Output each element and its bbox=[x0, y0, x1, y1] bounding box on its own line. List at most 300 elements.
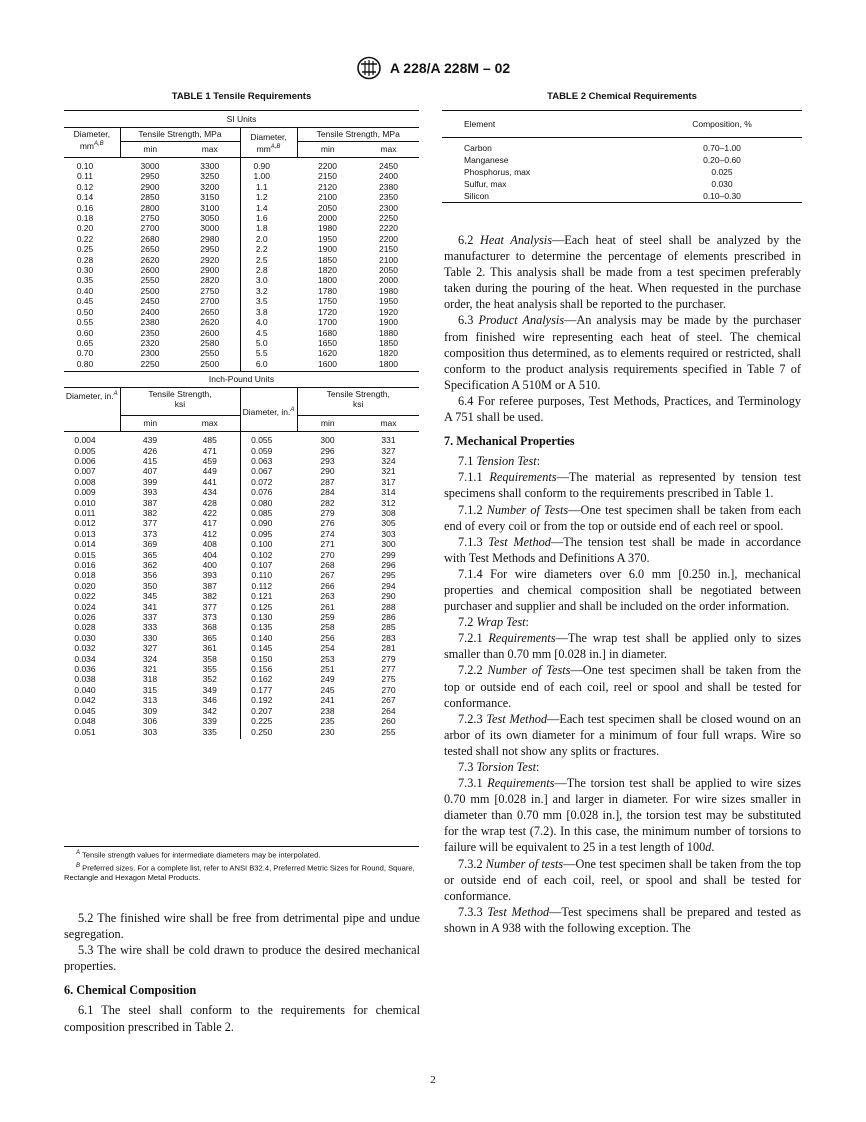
ip-cell: 0.040 bbox=[74, 684, 96, 695]
si-cell: 1980 bbox=[318, 223, 337, 234]
si-cell: 2000 bbox=[318, 213, 337, 224]
ip-cell: 0.048 bbox=[74, 716, 96, 727]
ip-row bbox=[64, 529, 419, 539]
si-cell: 2750 bbox=[180, 286, 240, 296]
si-cell: 2380 bbox=[379, 181, 398, 192]
si-cell: 6.0 bbox=[255, 358, 268, 369]
ip-cell: 339 bbox=[180, 716, 240, 726]
max-header: max bbox=[180, 142, 240, 158]
diameter-in-header: Diameter, in.$^A$ bbox=[64, 388, 120, 432]
ip-cell: 0.011 bbox=[74, 507, 96, 518]
chem-row bbox=[442, 138, 802, 155]
ip-cell: 0.010 bbox=[74, 497, 96, 508]
si-cell: 2620 bbox=[180, 317, 240, 327]
ip-cell: 306 bbox=[142, 716, 158, 727]
composition-cell: 0.20–0.60 bbox=[703, 155, 741, 165]
si-cell: 1700 bbox=[318, 317, 337, 328]
ip-cell: 299 bbox=[381, 549, 396, 560]
si-cell: 2700 bbox=[180, 296, 240, 306]
tensile-ksi-header-2: Tensile Strength, ksi bbox=[326, 389, 390, 410]
ip-cell: 0.225 bbox=[251, 716, 273, 727]
ip-cell: 399 bbox=[142, 476, 158, 487]
si-cell: 2500 bbox=[140, 285, 160, 296]
ip-cell: 245 bbox=[320, 684, 335, 695]
ip-cell: 296 bbox=[320, 445, 335, 456]
si-row bbox=[64, 244, 419, 254]
min-header-3: min bbox=[120, 416, 180, 432]
si-cell: 2220 bbox=[379, 223, 398, 234]
ip-cell: 309 bbox=[142, 705, 158, 716]
composition-cell: 0.10–0.30 bbox=[703, 191, 741, 201]
ip-cell: 0.177 bbox=[251, 684, 273, 695]
ip-cell: 256 bbox=[320, 632, 335, 643]
ip-cell: 356 bbox=[142, 570, 158, 581]
si-cell: 3000 bbox=[140, 161, 160, 171]
ip-cell: 0.005 bbox=[74, 445, 96, 456]
si-row bbox=[64, 338, 419, 348]
ip-row bbox=[64, 695, 419, 705]
ip-cell: 294 bbox=[381, 580, 396, 591]
ip-cell: 417 bbox=[180, 518, 240, 528]
ip-cell: 251 bbox=[320, 664, 335, 675]
si-cell: 1900 bbox=[379, 317, 398, 328]
ip-cell: 393 bbox=[142, 487, 158, 498]
si-cell: 1.6 bbox=[255, 213, 268, 224]
si-cell: 2350 bbox=[140, 327, 160, 338]
ip-cell: 0.250 bbox=[251, 726, 273, 737]
si-cell: 1720 bbox=[318, 306, 337, 317]
ip-cell: 303 bbox=[142, 726, 158, 737]
para-7-2-3: 7.2.3 Test Method—Each test specimen shall be closed wound on an arbor of its own diameter for a minimum of four full wraps. Wire so tested shall not show any splits or fractures. bbox=[444, 711, 801, 758]
ip-row bbox=[64, 432, 419, 446]
ip-cell: 259 bbox=[320, 612, 335, 623]
ip-row bbox=[64, 487, 419, 497]
ip-cell: 0.014 bbox=[74, 539, 96, 550]
ip-cell: 335 bbox=[180, 727, 240, 739]
ip-cell: 267 bbox=[320, 570, 335, 581]
ip-cell: 0.207 bbox=[251, 705, 273, 716]
si-cell: 2200 bbox=[379, 233, 398, 244]
si-cell: 2.2 bbox=[255, 244, 268, 255]
ip-cell: 288 bbox=[381, 601, 396, 612]
si-cell: 3.8 bbox=[255, 306, 268, 317]
ip-cell: 0.090 bbox=[251, 518, 273, 529]
chemical-requirements-table bbox=[442, 110, 802, 207]
si-cell: 3000 bbox=[180, 223, 240, 233]
para-7-1-3: 7.1.3 Test Method—The tension test shall be made in accordance with Test Methods and Definitions A 370. bbox=[444, 534, 801, 565]
si-cell: 2600 bbox=[180, 328, 240, 338]
ip-cell: 268 bbox=[320, 560, 335, 570]
para-7-2: 7.2 Wrap Test: bbox=[458, 615, 529, 630]
ip-cell: 271 bbox=[320, 539, 335, 550]
si-cell: 2150 bbox=[379, 244, 398, 255]
composition-cell: 0.70–1.00 bbox=[703, 143, 741, 153]
para-6-3: 6.3 Product Analysis—An analysis may be made by the purchaser from finished wire representing each heat of steel. The chemical composition thus determined, as to elements required or restricted, shall conform to the product analysis requirements specified in Table 7 of Specification A 510M or A 510. bbox=[444, 313, 801, 392]
si-cell: 0.20 bbox=[76, 223, 94, 234]
ip-cell: 254 bbox=[320, 643, 335, 654]
si-cell: 2950 bbox=[180, 244, 240, 254]
ip-cell: 0.024 bbox=[74, 601, 96, 612]
si-cell: 3.2 bbox=[255, 285, 268, 296]
ip-cell: 0.145 bbox=[251, 643, 273, 654]
ip-row bbox=[64, 706, 419, 716]
ip-cell: 382 bbox=[180, 591, 240, 601]
ip-cell: 267 bbox=[381, 695, 396, 706]
si-cell: 1950 bbox=[379, 296, 398, 307]
si-row bbox=[64, 171, 419, 181]
si-cell: 2000 bbox=[379, 275, 398, 286]
para-6-2: 6.2 Heat Analysis—Each heat of steel shall be analyzed by the manufacturer to determine the percentage of elements prescribed in Table 2. This analysis shall be made from a test specimen preferably taken during the pouring of the heat. When requested in the purchase order, the heat analysis shall be reported to the purchaser. bbox=[444, 233, 801, 312]
ip-row bbox=[64, 508, 419, 518]
ip-cell: 0.051 bbox=[74, 726, 96, 737]
ip-cell: 263 bbox=[320, 591, 335, 602]
si-row bbox=[64, 158, 419, 172]
ip-row bbox=[64, 674, 419, 684]
ip-cell: 296 bbox=[381, 560, 396, 570]
ip-row bbox=[64, 643, 419, 653]
ip-cell: 0.030 bbox=[74, 632, 96, 643]
document-header bbox=[0, 56, 866, 80]
ip-cell: 312 bbox=[381, 497, 396, 508]
si-row bbox=[64, 359, 419, 372]
composition-cell: 0.025 bbox=[711, 167, 733, 177]
ip-cell: 0.022 bbox=[74, 591, 96, 602]
ip-cell: 308 bbox=[381, 507, 396, 518]
si-cell: 0.18 bbox=[76, 213, 94, 224]
ip-row bbox=[64, 664, 419, 674]
ip-cell: 362 bbox=[142, 560, 158, 570]
ip-cell: 270 bbox=[320, 549, 335, 560]
ip-cell: 0.008 bbox=[74, 476, 96, 487]
si-cell: 1.4 bbox=[255, 202, 268, 213]
si-cell: 3.0 bbox=[255, 275, 268, 286]
para-6-1: 6.1 The steel shall conform to the requirements for chemical composition prescribed in Table 2. bbox=[64, 1003, 420, 1034]
ip-row bbox=[64, 477, 419, 487]
si-cell: 1.2 bbox=[255, 192, 268, 203]
si-cell: 5.0 bbox=[255, 337, 268, 348]
ip-cell: 330 bbox=[142, 632, 158, 643]
si-cell: 1980 bbox=[379, 285, 398, 296]
ip-cell: 279 bbox=[381, 653, 396, 664]
ip-cell: 274 bbox=[320, 528, 335, 539]
ip-row bbox=[64, 570, 419, 580]
ip-cell: 327 bbox=[142, 643, 158, 654]
element-cell: Manganese bbox=[464, 155, 509, 165]
para-5-3: 5.3 The wire shall be cold drawn to produce the desired mechanical properties. bbox=[64, 943, 420, 974]
si-cell: 2980 bbox=[180, 234, 240, 244]
ip-cell: 0.110 bbox=[251, 570, 273, 581]
si-cell: 2700 bbox=[140, 223, 160, 234]
si-cell: 1950 bbox=[318, 233, 337, 244]
ip-cell: 0.007 bbox=[74, 466, 96, 477]
diameter-mm-header-2: Diameter, $mm^{A,B}$ bbox=[240, 128, 297, 158]
ip-row bbox=[64, 716, 419, 726]
si-cell: 3150 bbox=[180, 192, 240, 202]
para-7-2-2: 7.2.2 Number of Tests—One test specimen shall be taken from the top or outside end of each coil, reel or spool and shall be tested for conformance. bbox=[444, 663, 801, 710]
si-cell: 2320 bbox=[140, 337, 160, 348]
si-cell: 1800 bbox=[379, 358, 398, 369]
ip-cell: 0.045 bbox=[74, 705, 96, 716]
ip-cell: 238 bbox=[320, 705, 335, 716]
tensile-mpa-header-2: Tensile Strength, MPa bbox=[297, 128, 419, 142]
ip-cell: 270 bbox=[381, 684, 396, 695]
si-cell: 1920 bbox=[379, 306, 398, 317]
min-header-4: min bbox=[297, 416, 358, 432]
ip-cell: 279 bbox=[320, 507, 335, 518]
ip-cell: 258 bbox=[320, 622, 335, 633]
si-row bbox=[64, 307, 419, 317]
ip-row bbox=[64, 602, 419, 612]
para-7-3-2: 7.3.2 Number of tests—One test specimen shall be taken from the top or outside end of each coil, reel, or spool and shall be tested for conformance. bbox=[444, 856, 801, 903]
designation: A 228/A 228M – 02 bbox=[389, 60, 511, 76]
si-cell: 1680 bbox=[318, 327, 337, 338]
ip-cell: 404 bbox=[180, 550, 240, 560]
ip-row bbox=[64, 622, 419, 632]
ip-cell: 317 bbox=[381, 476, 396, 487]
si-cell: 2400 bbox=[140, 306, 160, 317]
ip-cell: 459 bbox=[180, 456, 240, 466]
section-6-heading: 6. Chemical Composition bbox=[64, 983, 197, 998]
ip-cell: 0.042 bbox=[74, 695, 96, 706]
si-cell: 2250 bbox=[140, 358, 160, 369]
si-cell: 3100 bbox=[180, 203, 240, 213]
ip-cell: 407 bbox=[142, 466, 158, 477]
si-cell: 1820 bbox=[318, 265, 337, 276]
ip-row bbox=[64, 498, 419, 508]
ip-row bbox=[64, 550, 419, 560]
ip-cell: 331 bbox=[381, 435, 396, 446]
ip-cell: 300 bbox=[320, 435, 335, 446]
si-cell: 5.5 bbox=[255, 348, 268, 359]
para-7-3-3: 7.3.3 Test Method—Test specimens shall be prepared and tested as shown in A 938 with the following exception. The bbox=[444, 904, 802, 935]
si-cell: 0.40 bbox=[76, 285, 94, 296]
para-7-2-1: 7.2.1 Requirements—The wrap test shall be applied only to sizes smaller than 0.70 mm [0.028 in.] in diameter. bbox=[444, 631, 801, 662]
ip-cell: 0.156 bbox=[251, 664, 273, 675]
ip-cell: 235 bbox=[320, 716, 335, 727]
si-cell: 2850 bbox=[140, 192, 160, 203]
section-7-heading: 7. Mechanical Properties bbox=[444, 434, 575, 449]
si-cell: 1780 bbox=[318, 285, 337, 296]
ip-cell: 0.004 bbox=[74, 435, 96, 446]
element-cell: Carbon bbox=[464, 143, 492, 153]
element-header: Element bbox=[464, 119, 496, 129]
ip-cell: 0.130 bbox=[251, 612, 273, 623]
ip-row bbox=[64, 456, 419, 466]
si-row bbox=[64, 275, 419, 285]
ip-cell: 342 bbox=[180, 706, 240, 716]
si-cell: 0.25 bbox=[76, 244, 94, 255]
si-cell: 3300 bbox=[180, 158, 240, 172]
si-cell: 1.00 bbox=[253, 171, 271, 182]
diameter-mm-header: Diameter, $mm^{A,B}$ bbox=[64, 128, 120, 158]
footnote-b: $^B$ Preferred sizes. For a complete list, refer to ANSI B32.4, Preferred Metric Sizes for Round, Square, Rectangle and Hexagon Metal Products. bbox=[64, 862, 415, 883]
ip-cell: 277 bbox=[381, 664, 396, 675]
ip-cell: 261 bbox=[320, 601, 335, 612]
si-row bbox=[64, 348, 419, 358]
si-cell: 2650 bbox=[180, 307, 240, 317]
si-cell: 2.8 bbox=[255, 265, 268, 276]
ip-cell: 286 bbox=[381, 612, 396, 623]
ip-cell: 327 bbox=[381, 445, 396, 456]
ip-cell: 283 bbox=[381, 632, 396, 643]
si-cell: 0.14 bbox=[76, 192, 94, 203]
ip-cell: 324 bbox=[381, 455, 396, 466]
ip-cell: 0.080 bbox=[251, 497, 273, 508]
ip-cell: 0.038 bbox=[74, 674, 96, 685]
si-cell: 1.8 bbox=[255, 223, 268, 234]
si-cell: 1750 bbox=[318, 296, 337, 307]
inch-pound-units-label: Inch-Pound Units bbox=[64, 372, 419, 388]
si-cell: 2200 bbox=[318, 161, 337, 171]
para-5-2: 5.2 The finished wire shall be free from detrimental pipe and undue segregation. bbox=[64, 911, 420, 942]
ip-row bbox=[64, 539, 419, 549]
si-cell: 0.80 bbox=[76, 358, 94, 369]
ip-cell: 313 bbox=[142, 695, 158, 706]
para-7-3: 7.3 Torsion Test: bbox=[458, 760, 540, 774]
ip-cell: 441 bbox=[180, 477, 240, 487]
ip-cell: 0.015 bbox=[74, 549, 96, 560]
si-row bbox=[64, 317, 419, 327]
si-cell: 2300 bbox=[379, 202, 398, 213]
si-cell: 2380 bbox=[140, 317, 160, 328]
si-row bbox=[64, 203, 419, 213]
ip-cell: 349 bbox=[180, 685, 240, 695]
si-cell: 2.0 bbox=[255, 233, 268, 244]
ip-cell: 0.055 bbox=[251, 435, 273, 446]
si-cell: 2900 bbox=[180, 265, 240, 275]
ip-cell: 260 bbox=[381, 716, 396, 727]
ip-cell: 346 bbox=[180, 695, 240, 705]
si-cell: 2900 bbox=[140, 181, 160, 192]
si-cell: 2250 bbox=[379, 213, 398, 224]
ip-cell: 321 bbox=[142, 664, 158, 675]
si-row bbox=[64, 223, 419, 233]
ip-row bbox=[64, 518, 419, 528]
ip-row bbox=[64, 591, 419, 601]
ip-cell: 293 bbox=[320, 455, 335, 466]
element-cell: Silicon bbox=[464, 191, 490, 201]
si-cell: 0.60 bbox=[76, 327, 94, 338]
ip-cell: 290 bbox=[320, 466, 335, 477]
si-cell: 1620 bbox=[318, 348, 337, 359]
ip-cell: 377 bbox=[142, 518, 158, 529]
si-cell: 2450 bbox=[379, 161, 398, 171]
ip-cell: 358 bbox=[180, 654, 240, 664]
ip-cell: 373 bbox=[142, 528, 158, 539]
ip-cell: 0.032 bbox=[74, 643, 96, 654]
si-cell: 2400 bbox=[379, 171, 398, 182]
ip-cell: 300 bbox=[381, 539, 396, 550]
si-cell: 2350 bbox=[379, 192, 398, 203]
si-cell: 2750 bbox=[140, 213, 160, 224]
si-cell: 0.35 bbox=[76, 275, 94, 286]
ip-cell: 439 bbox=[142, 435, 158, 446]
si-cell: 2800 bbox=[140, 202, 160, 213]
ip-cell: 0.102 bbox=[251, 549, 273, 560]
si-cell: 2050 bbox=[318, 202, 337, 213]
max-header-4: max bbox=[358, 416, 419, 432]
ip-cell: 0.018 bbox=[74, 570, 96, 581]
ip-cell: 373 bbox=[180, 612, 240, 622]
footnote-a: $^A$ Tensile strength values for intermediate diameters may be interpolated. bbox=[76, 850, 321, 860]
ip-row bbox=[64, 654, 419, 664]
ip-cell: 333 bbox=[142, 622, 158, 633]
si-cell: 0.28 bbox=[76, 254, 94, 265]
si-cell: 2920 bbox=[180, 255, 240, 265]
ip-cell: 341 bbox=[142, 601, 158, 612]
ip-cell: 0.072 bbox=[251, 476, 273, 487]
ip-row bbox=[64, 633, 419, 643]
si-cell: 1600 bbox=[318, 358, 337, 369]
ip-cell: 471 bbox=[180, 446, 240, 456]
table1-footnotes bbox=[64, 846, 419, 883]
ip-cell: 422 bbox=[180, 508, 240, 518]
si-cell: 3.5 bbox=[255, 296, 268, 307]
ip-cell: 276 bbox=[320, 518, 335, 529]
para-7-1-4: 7.1.4 For wire diameters over 6.0 mm [0.250 in.], mechanical properties and chemical composition shall be negotiated between purchaser and supplier and shall be included on the order information. bbox=[444, 566, 801, 614]
si-cell: 2.5 bbox=[255, 254, 268, 265]
si-cell: 0.11 bbox=[77, 171, 93, 182]
min-header: min bbox=[120, 142, 180, 158]
si-row bbox=[64, 213, 419, 223]
ip-cell: 0.095 bbox=[251, 528, 273, 539]
table1-title: TABLE 1 Tensile Requirements bbox=[171, 91, 312, 102]
ip-cell: 282 bbox=[320, 497, 335, 508]
chem-row bbox=[442, 190, 802, 203]
ip-cell: 355 bbox=[180, 664, 240, 674]
ip-row bbox=[64, 612, 419, 622]
si-cell: 0.50 bbox=[76, 306, 94, 317]
ip-cell: 365 bbox=[142, 549, 158, 560]
si-cell: 0.65 bbox=[76, 337, 94, 348]
ip-cell: 0.020 bbox=[74, 580, 96, 591]
si-cell: 3050 bbox=[180, 213, 240, 223]
ip-cell: 387 bbox=[142, 497, 158, 508]
si-cell: 2150 bbox=[318, 171, 337, 182]
si-cell: 2100 bbox=[379, 254, 398, 265]
si-cell: 1900 bbox=[318, 244, 337, 255]
ip-cell: 393 bbox=[180, 570, 240, 580]
ip-row bbox=[64, 685, 419, 695]
ip-cell: 230 bbox=[320, 726, 335, 737]
ip-cell: 315 bbox=[142, 684, 158, 695]
para-6-4: 6.4 For referee purposes, Test Methods, Practices, and Terminology A 751 shall be used. bbox=[444, 393, 801, 425]
si-cell: 1850 bbox=[379, 337, 398, 348]
si-row bbox=[64, 182, 419, 192]
composition-cell: 0.030 bbox=[711, 179, 733, 189]
ip-cell: 0.085 bbox=[251, 507, 273, 518]
ip-cell: 295 bbox=[381, 570, 396, 581]
si-cell: 0.12 bbox=[76, 181, 94, 192]
si-cell: 2500 bbox=[180, 359, 240, 372]
ip-cell: 350 bbox=[142, 580, 158, 591]
ip-cell: 264 bbox=[381, 705, 396, 716]
ip-cell: 303 bbox=[381, 528, 396, 539]
tensile-ksi-header: Tensile Strength, ksi bbox=[120, 388, 240, 416]
si-cell: 2050 bbox=[379, 265, 398, 276]
si-row bbox=[64, 265, 419, 275]
ip-row bbox=[64, 446, 419, 456]
tensile-mpa-header: Tensile Strength, MPa bbox=[120, 128, 240, 142]
si-cell: 1650 bbox=[318, 337, 337, 348]
ip-cell: 0.006 bbox=[74, 455, 96, 466]
chem-row bbox=[442, 154, 802, 166]
table2-title: TABLE 2 Chemical Requirements bbox=[547, 91, 697, 102]
ip-cell: 345 bbox=[142, 591, 158, 602]
ip-cell: 0.135 bbox=[251, 622, 273, 633]
composition-header: Composition, % bbox=[692, 119, 752, 129]
si-cell: 4.0 bbox=[255, 317, 268, 328]
